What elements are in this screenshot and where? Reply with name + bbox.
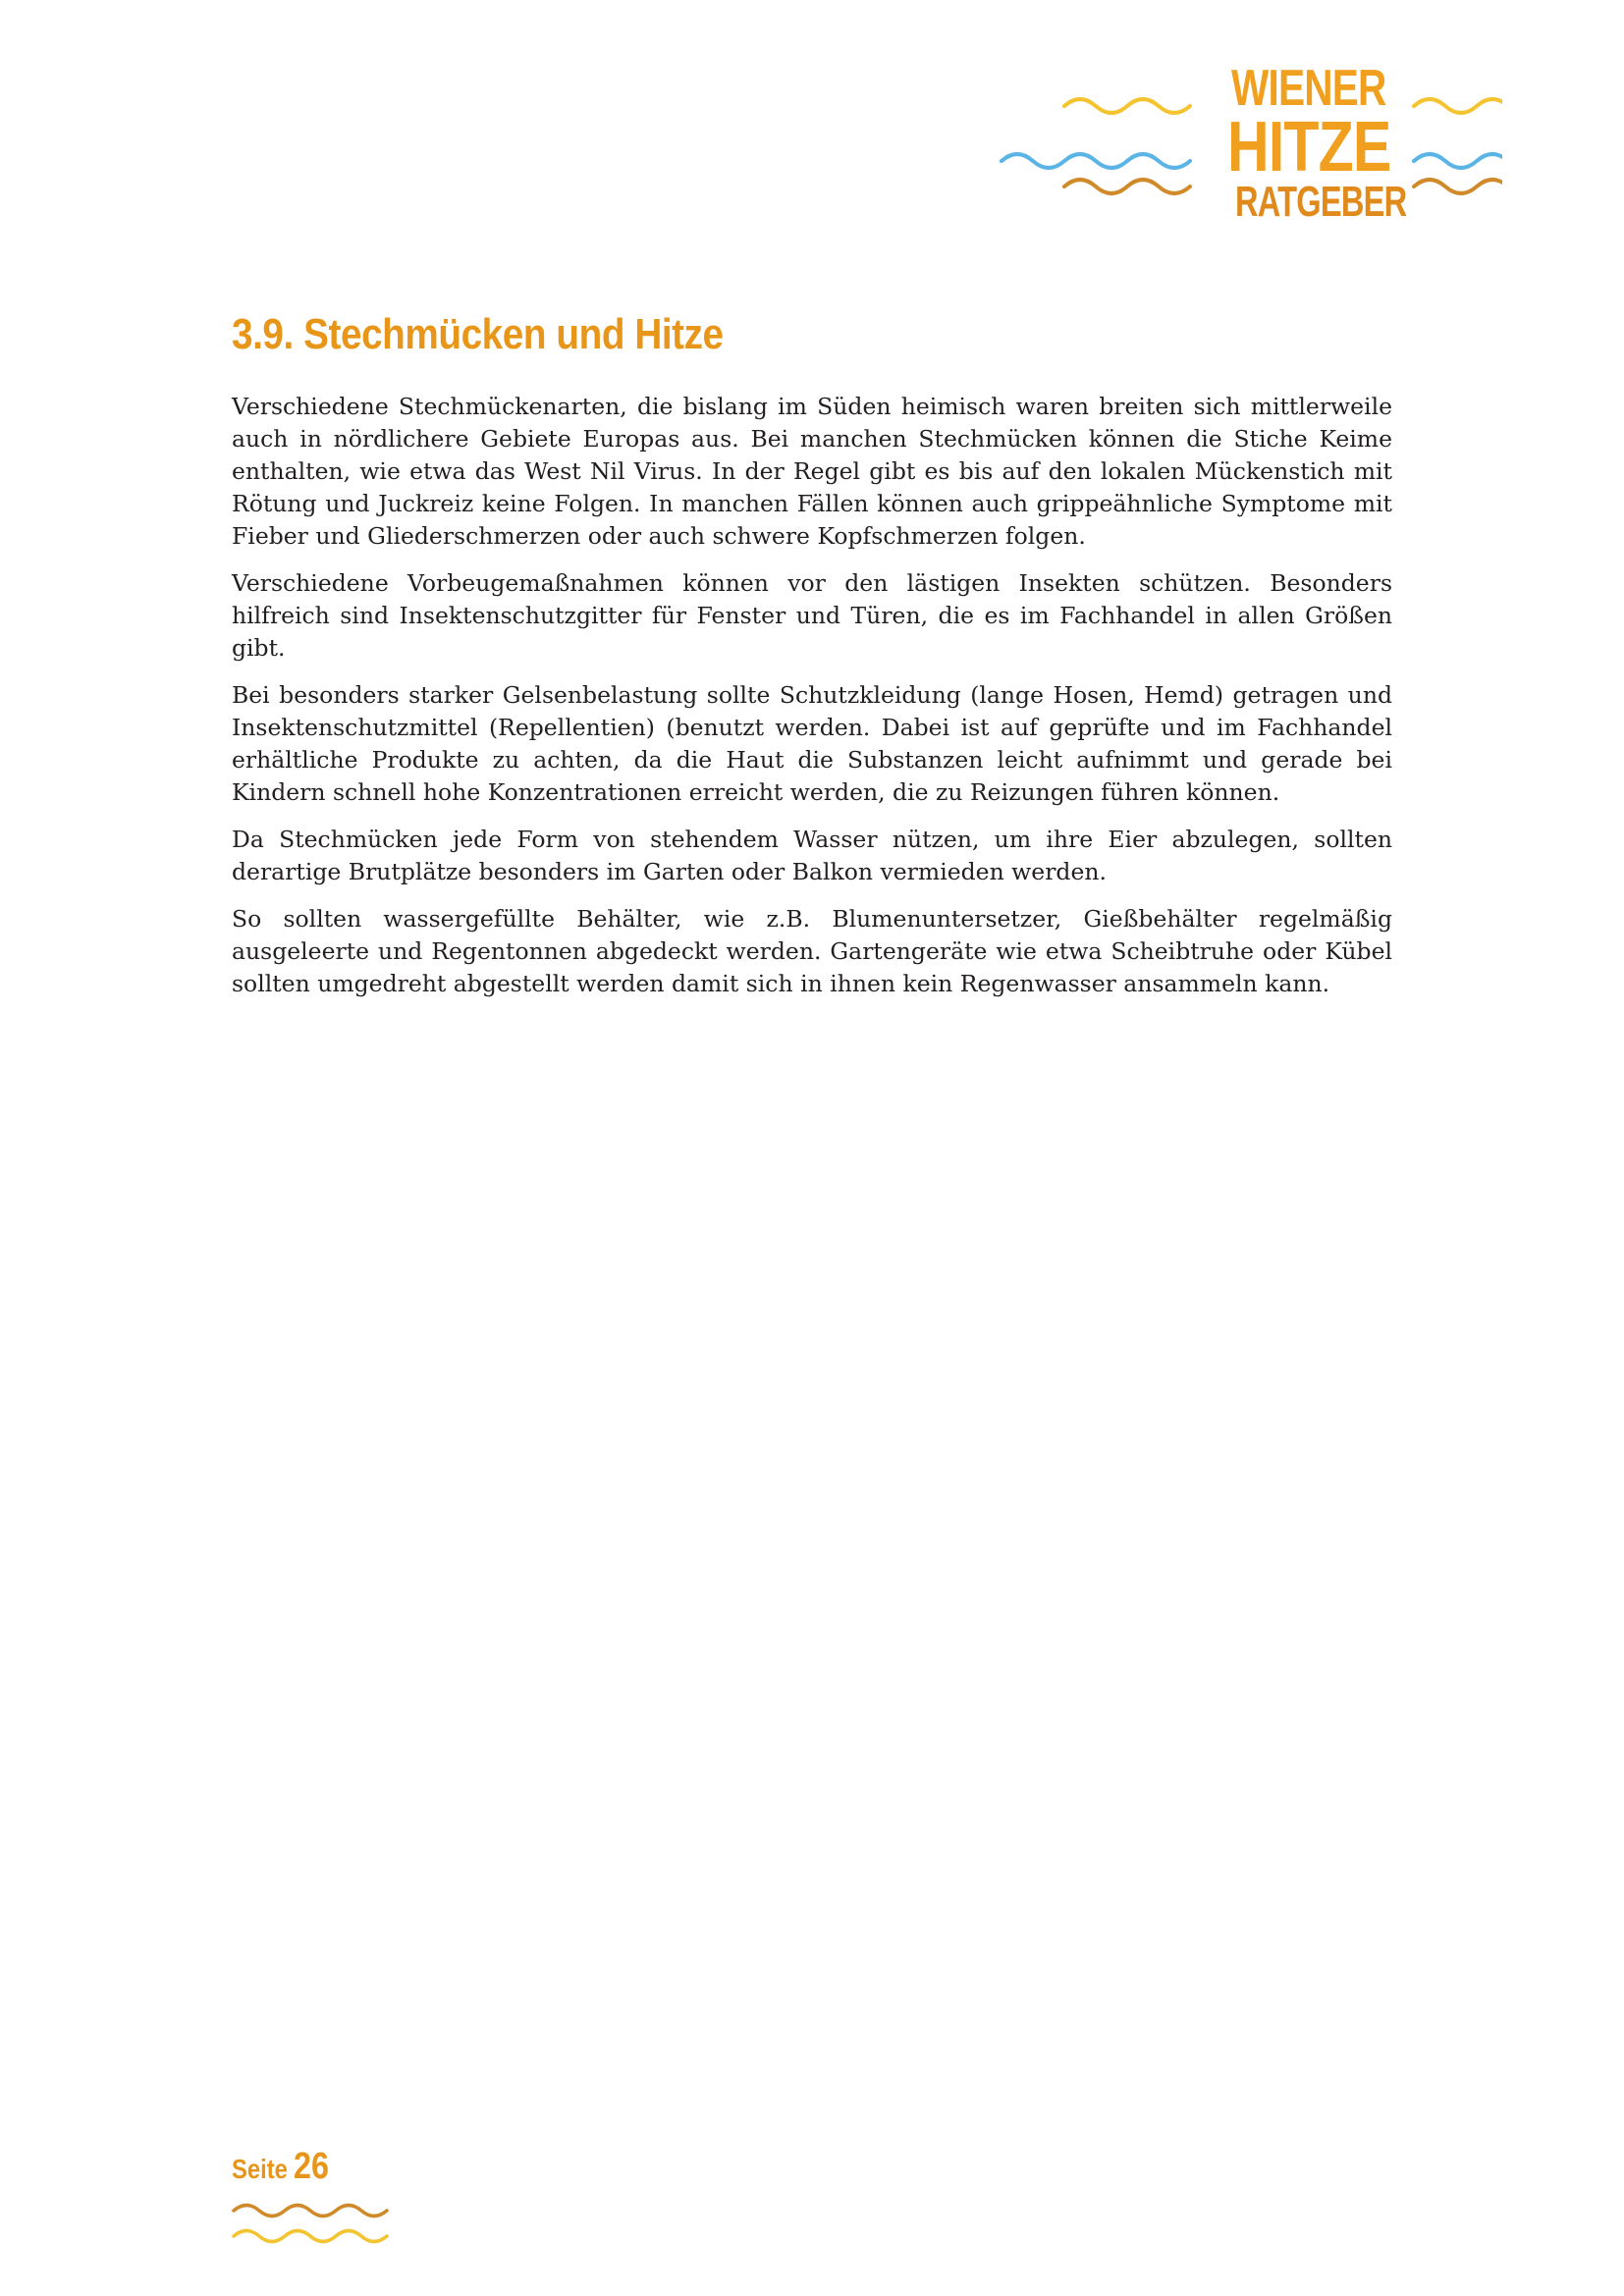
- paragraph: So sollten wassergefüllte Behälter, wie z.B. Blumenuntersetzer, Gießbehälter regelmäßig ausgeleerte und Regentonnen abgedeckt werden. Gartengeräte wie etwa Scheibtruhe oder Kübel sollten umgedreht abgestellt werden damit sich in ihnen kein Regenwasser ansammeln kann.: [232, 905, 1392, 997]
- logo-line-wiener: WIENER: [1231, 60, 1386, 117]
- page-footer: [232, 2146, 336, 2188]
- footer-waves-icon: [232, 2199, 389, 2248]
- page-label: Seite: [232, 2154, 288, 2184]
- paragraph: Da Stechmücken jede Form von stehendem Wasser nützen, um ihre Eier abzulegen, sollten derartige Brutplätze besonders im Garten oder Balkon vermieden werden.: [232, 826, 1392, 885]
- logo-wordmark: [1210, 60, 1407, 226]
- paragraph: Verschiedene Vorbeugemaßnahmen können vor den lästigen Insekten schützen. Besonders hilfreich sind Insektenschutzgitter für Fenster und Türen, die es im Fachhandel in allen Größen gibt.: [232, 569, 1392, 662]
- paragraph: Verschiedene Stechmückenarten, die bislang im Süden heimisch waren breiten sich mittlerweile auch in nördlichere Gebiete Europas aus. Bei manchen Stechmücken können die Stiche Keime enthalten, wie etwa das West Nil Virus. In der Regel gibt es bis auf den lokalen Mückenstich mit Rötung und Juckreiz keine Folgen. In manchen Fällen können auch grippeähnliche Symptome mit Fieber und Gliederschmerzen oder auch schwere Kopfschmerzen folgen.: [232, 393, 1392, 550]
- wiener-hitze-ratgeber-logo: [992, 59, 1502, 226]
- logo-line-hitze: HITZE: [1227, 108, 1391, 187]
- paragraph: Bei besonders starker Gelsenbelastung sollte Schutzkleidung (lange Hosen, Hemd) getragen und Insektenschutzmittel (Repellentien) (benutzt werden. Dabei ist auf geprüfte und im Fachhandel erhältliche Produkte zu achten, da die Haut die Substanzen leicht aufnimmt und gerade bei Kindern schnell hohe Konzentrationen erreicht werden, die zu Reizungen führen können.: [232, 681, 1392, 806]
- section-title: 3.9. Stechmücken und Hitze: [232, 310, 724, 358]
- logo-line-ratgeber: RATGEBER: [1235, 178, 1407, 226]
- body-text: [232, 391, 1392, 1015]
- page-number: 26: [294, 2146, 330, 2187]
